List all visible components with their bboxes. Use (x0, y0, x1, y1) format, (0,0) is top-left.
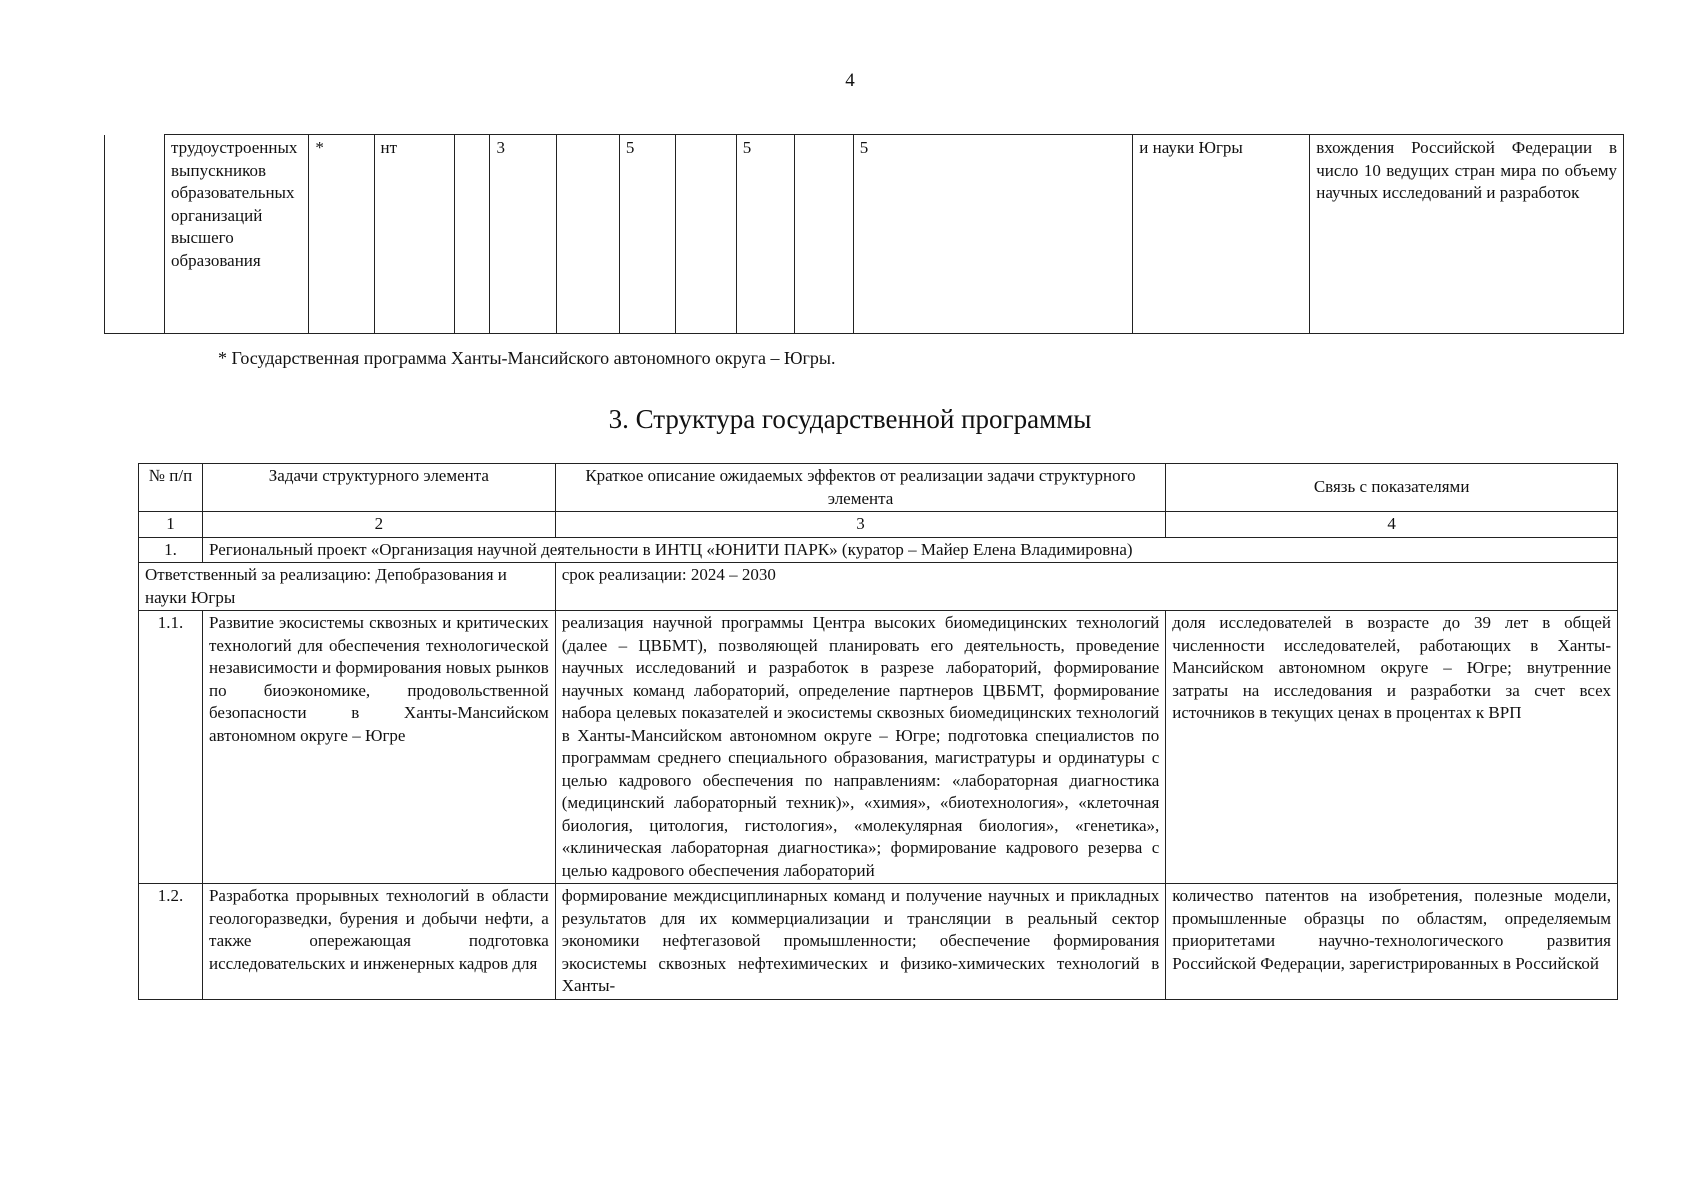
header-effects: Краткое описание ожидаемых эффектов от реализации задачи структурного элемента (555, 464, 1166, 512)
indicators-table-continuation (104, 134, 1624, 334)
responsible-cell: Ответственный за реализацию: Депобразования и науки Югры (139, 563, 556, 611)
column-number: 4 (1166, 512, 1618, 538)
responsible-row (139, 563, 1618, 611)
effects-cell: формирование междисциплинарных команд и получение научных и прикладных результатов для их коммерциализации и трансляции в реальный сектор экономики нефтегазовой промышленности; обеспечение формирования экосистемы сквозных нефтехимических и физико-химических технологий в Ханты- (555, 884, 1166, 1000)
column-numbers-row (139, 512, 1618, 538)
value-cell: 3 (490, 135, 556, 334)
column-number: 3 (555, 512, 1166, 538)
period-cell: срок реализации: 2024 – 2030 (555, 563, 1617, 611)
table-row (139, 611, 1618, 884)
effects-cell: реализация научной программы Центра высоких биомедицинских технологий (далее – ЦВБМТ), позволяющей планировать его деятельность, проведение научных исследований и разработок в разрезе лабораторий, формирование научных команд лабораторий, определение партнеров ЦВБМТ, формирование набора целевых показателей и экосистемы сквозных биомедицинских технологий в Ханты-Мансийском автономном округе – Югре; подготовка специалистов по программам среднего специального образования, магистратуры и ординатуры с целью кадрового обеспечения по направлениям: «лабораторная диагностика (медицинский лабораторный техник)», «химия», «биотехнология», «клеточная биология, цитология, гистология», «молекулярная биология», «генетика», «клиническая лабораторная диагностика»; формирование кадрового резерва с целью кадрового обеспечения лабораторий (555, 611, 1166, 884)
empty-cell (455, 135, 490, 334)
value-cell: 5 (619, 135, 675, 334)
section-title: 3. Структура государственной программы (608, 404, 1092, 434)
row-number: 1.2. (139, 884, 203, 1000)
table-header-row (139, 464, 1618, 512)
indicators-cell: доля исследователей в возрасте до 39 лет в общей численности исследователей, работающих в Ханты-Мансийском автономном округе – Югре; внутренние затраты на исследования и разработки за счет всех источников в текущих ценах в процентах к ВРП (1166, 611, 1618, 884)
value-cell: 5 (853, 135, 1132, 334)
page-number: 4 (845, 70, 855, 91)
responsible-cell: и науки Югры (1133, 135, 1310, 334)
indicator-name: трудоустроенных выпускников образовательных организаций высшего образования (165, 135, 309, 334)
header-task: Задачи структурного элемента (202, 464, 555, 512)
goal-cell: вхождения Российской Федерации в число 10 ведущих стран мира по объему научных исследований и разработок (1310, 135, 1624, 334)
empty-cell (675, 135, 736, 334)
table-row (139, 884, 1618, 1000)
column-number: 2 (202, 512, 555, 538)
header-indicators: Связь с показателями (1166, 464, 1618, 512)
task-cell: Разработка прорывных технологий в области геологоразведки, бурения и добычи нефти, а также опережающая подготовка исследовательских и инженерных кадров для (202, 884, 555, 1000)
project-number: 1. (139, 537, 203, 563)
table-row (105, 135, 1624, 334)
footnote: * Государственная программа Ханты-Мансийского автономного округа – Югры. (218, 348, 836, 368)
header-num: № п/п (139, 464, 203, 512)
row-number: 1.1. (139, 611, 203, 884)
empty-cell (794, 135, 853, 334)
value-cell: 5 (736, 135, 794, 334)
task-cell: Развитие экосистемы сквозных и критических технологий для обеспечения технологической независимости и формирования новых рынков по биоэкономике, продовольственной безопасности в Ханты-Мансийском автономном округе – Югре (202, 611, 555, 884)
empty-cell (105, 135, 165, 334)
unit-cell: нт (374, 135, 455, 334)
indicators-cell: количество патентов на изобретения, полезные модели, промышленные образцы по областям, определяемым приоритетами научно-технологического развития Российской Федерации, зарегистрированных в Российской (1166, 884, 1618, 1000)
marker-cell: * (309, 135, 374, 334)
project-row (139, 537, 1618, 563)
structure-table (138, 463, 1618, 1000)
project-title: Региональный проект «Организация научной деятельности в ИНТЦ «ЮНИТИ ПАРК» (куратор – Майер Елена Владимировна) (202, 537, 1617, 563)
column-number: 1 (139, 512, 203, 538)
empty-cell (556, 135, 619, 334)
